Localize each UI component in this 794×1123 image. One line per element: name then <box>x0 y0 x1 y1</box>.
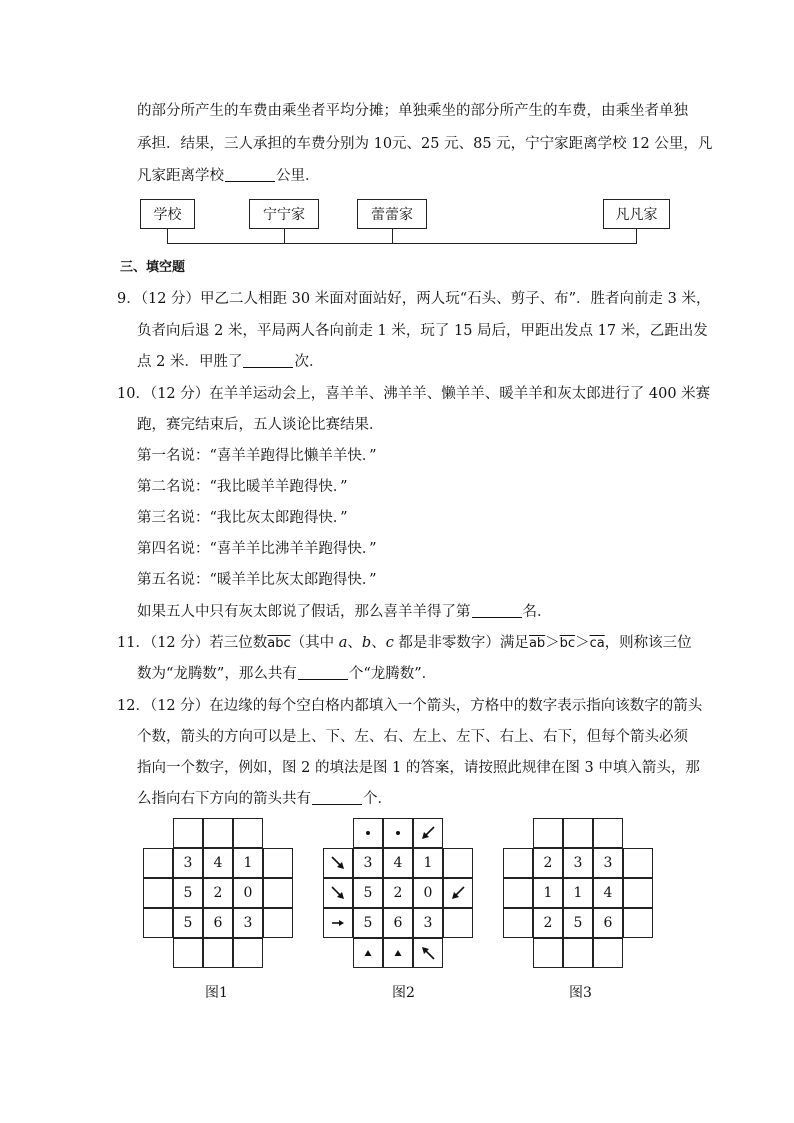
p12-line1: 12．（12 分）在边缘的每个空白格内都填入一个箭头，方格中的数字表示指向该数字的箭头 <box>117 698 703 714</box>
var-c: c <box>385 635 394 651</box>
number-cell: 3 <box>233 908 263 938</box>
p8-line2: 承担．结果，三人承担的车费分别为 10元、25 元、85 元，宁宁家距离学校 12 公里，凡 <box>137 136 713 152</box>
edge-cell <box>233 818 263 848</box>
section-heading: 三、填空题 <box>120 260 186 275</box>
answer-blank[interactable] <box>243 353 293 368</box>
edge-cell <box>443 908 473 938</box>
answer-blank[interactable] <box>225 167 275 182</box>
var-b: b <box>361 635 372 651</box>
p10-statement-2: 第二名说：“我比暖羊羊跑得快．” <box>137 479 348 495</box>
p12-line4-tail: 个． <box>363 791 392 807</box>
number-cell: 1 <box>563 878 593 908</box>
answer-blank[interactable] <box>298 665 348 680</box>
edge-cell <box>353 818 383 848</box>
edge-cell <box>323 908 353 938</box>
number-cell: 5 <box>173 908 203 938</box>
p8-line1: 的部分所产生的车费由乘坐者平均分摊；单独乘坐的部分所产生的车费，由乘坐者单独 <box>137 103 688 119</box>
edge-cell <box>503 878 533 908</box>
arrow-down-left-icon <box>421 826 435 840</box>
gt-sign-2: ＞ <box>575 635 590 651</box>
edge-cell <box>443 848 473 878</box>
arrow-up-icon <box>361 946 375 960</box>
number-cell: 5 <box>563 908 593 938</box>
arrow-up-icon <box>391 946 405 960</box>
p10-statement-5: 第五名说：“暖羊羊比灰太郎跑得快．” <box>137 572 377 588</box>
edge-cell <box>323 878 353 908</box>
p8-line3-tail: 公里． <box>276 168 320 184</box>
p12-line3: 指向一个数字，例如，图 2 的填法是图 1 的答案，请按照此规律在图 3 中填入箭头，那 <box>137 760 700 776</box>
dot-icon <box>391 826 405 840</box>
number-cell: 1 <box>233 848 263 878</box>
abc-overline: $\overline{abc}$ <box>267 636 291 651</box>
number-cell: 2 <box>203 878 233 908</box>
edge-cell <box>173 938 203 968</box>
figure-1-caption: 图1 <box>205 985 228 1001</box>
leilei-home-label: 蕾蕾家 <box>357 199 427 229</box>
edge-cell <box>503 848 533 878</box>
p10-line2: 跑，赛完结束后，五人谈论比赛结果． <box>137 417 384 433</box>
p11-line2 <box>137 664 436 684</box>
gt-sign-1: ＞ <box>545 635 560 651</box>
p9-line2: 负者向后退 2 米，平局两人各向前走 1 米，玩了 15 局后，甲距出发点 17 米，乙距出发 <box>137 323 708 339</box>
p11-prefix: 11．（12 分）若三位数 <box>117 635 268 651</box>
arrow-right-icon <box>331 916 345 930</box>
number-cell: 1 <box>413 848 443 878</box>
edge-cell <box>353 938 383 968</box>
number-cell: 0 <box>413 878 443 908</box>
number-cell: 3 <box>563 848 593 878</box>
number-cell: 6 <box>593 908 623 938</box>
bc-overline: $\overline{bc}$ <box>559 636 576 651</box>
edge-cell <box>383 818 413 848</box>
p9-line3-tail: 次． <box>294 354 324 370</box>
ab-overline: $\overline{ab}$ <box>528 636 546 651</box>
edge-cell <box>443 878 473 908</box>
edge-cell <box>233 938 263 968</box>
figure-3-caption: 图3 <box>569 985 592 1001</box>
number-cell: 6 <box>203 908 233 938</box>
p8-line3-text: 凡家距离学校 <box>137 168 224 184</box>
route-line <box>167 243 637 244</box>
p11-sep1: 、 <box>347 635 362 651</box>
p11-line1 <box>117 633 692 654</box>
p8-line3 <box>137 166 320 186</box>
edge-cell <box>533 938 563 968</box>
answer-blank[interactable] <box>312 790 362 805</box>
p12-line4-text: 么指向右下方向的箭头共有 <box>137 791 311 807</box>
edge-cell <box>413 938 443 968</box>
number-cell: 5 <box>353 908 383 938</box>
edge-cell <box>143 908 173 938</box>
p11-mid1: （其中 <box>290 635 339 651</box>
number-cell: 0 <box>233 878 263 908</box>
p12-line4 <box>137 789 392 809</box>
edge-cell <box>263 908 293 938</box>
route-tick-ningning <box>284 229 285 244</box>
p10-statement-1: 第一名说：“喜羊羊跑得比懒羊羊快．” <box>137 448 377 464</box>
edge-cell <box>263 878 293 908</box>
number-cell: 4 <box>203 848 233 878</box>
number-cell: 1 <box>533 878 563 908</box>
fanfan-home-label: 凡凡家 <box>603 199 670 229</box>
p10-conclusion <box>137 602 552 622</box>
edge-cell <box>203 818 233 848</box>
arrow-down-right-icon <box>331 886 345 900</box>
edge-cell <box>323 848 353 878</box>
edge-cell <box>623 908 653 938</box>
school-label: 学校 <box>140 199 195 229</box>
p10-statement-4: 第四名说：“喜羊羊比沸羊羊跑得快．” <box>137 541 377 557</box>
edge-cell <box>623 848 653 878</box>
p9-line1: 9．（12 分）甲乙二人相距 30 米面对面站好，两人玩“石头、剪子、布”．胜者向前走 3 米， <box>117 291 711 307</box>
route-tick-fanfan <box>636 229 637 244</box>
number-cell: 3 <box>593 848 623 878</box>
var-a: a <box>338 635 348 651</box>
number-cell: 5 <box>173 878 203 908</box>
route-tick-leilei <box>392 229 393 244</box>
p11-mid2: 都是非零数字）满足 <box>393 635 529 651</box>
number-cell: 2 <box>533 848 563 878</box>
edge-cell <box>413 818 443 848</box>
number-cell: 5 <box>353 878 383 908</box>
edge-cell <box>503 908 533 938</box>
edge-cell <box>533 818 563 848</box>
edge-cell <box>383 938 413 968</box>
edge-cell <box>593 818 623 848</box>
number-cell: 6 <box>383 908 413 938</box>
number-cell: 3 <box>353 848 383 878</box>
dot-icon <box>361 826 375 840</box>
edge-cell <box>143 878 173 908</box>
p10-statement-3: 第三名说：“我比灰太郎跑得快．” <box>137 510 348 526</box>
number-cell: 4 <box>593 878 623 908</box>
p9-line3 <box>137 352 323 372</box>
p11-line2-text: 数为“龙腾数”，那么共有 <box>137 666 297 682</box>
p10-line1: 10．（12 分）在羊羊运动会上，喜羊羊、沸羊羊、懒羊羊、暖羊羊和灰太郎进行了 400 米赛 <box>117 386 711 402</box>
number-cell: 4 <box>383 848 413 878</box>
route-tick-school <box>167 229 168 244</box>
edge-cell <box>623 878 653 908</box>
edge-cell <box>563 818 593 848</box>
ningning-home-label: 宁宁家 <box>249 199 319 229</box>
p12-line2: 个数，箭头的方向可以是上、下、左、右、左上、左下、右上、右下，但每个箭头必须 <box>137 729 688 745</box>
edge-cell <box>173 818 203 848</box>
p10-conclusion-text: 如果五人中只有灰太郎说了假话，那么喜羊羊得了第 <box>137 604 471 620</box>
edge-cell <box>203 938 233 968</box>
p9-line3-text: 点 2 米．甲胜了 <box>137 354 243 370</box>
p11-line2-tail: 个“龙腾数”． <box>348 666 437 682</box>
answer-blank[interactable] <box>472 603 522 618</box>
edge-cell <box>263 848 293 878</box>
number-cell: 2 <box>533 908 563 938</box>
p10-conclusion-tail: 名． <box>522 604 552 620</box>
p11-suffix: ，则称该三位 <box>604 635 692 651</box>
ca-overline: $\overline{ca}$ <box>589 636 605 651</box>
number-cell: 3 <box>173 848 203 878</box>
arrow-down-left-icon <box>451 886 465 900</box>
number-cell: 2 <box>383 878 413 908</box>
arrow-down-right-icon <box>331 856 345 870</box>
edge-cell <box>563 938 593 968</box>
arrow-up-left-icon <box>421 946 435 960</box>
edge-cell <box>143 848 173 878</box>
edge-cell <box>593 938 623 968</box>
p11-sep2: 、 <box>371 635 386 651</box>
number-cell: 3 <box>413 908 443 938</box>
figure-2-caption: 图2 <box>392 985 415 1001</box>
